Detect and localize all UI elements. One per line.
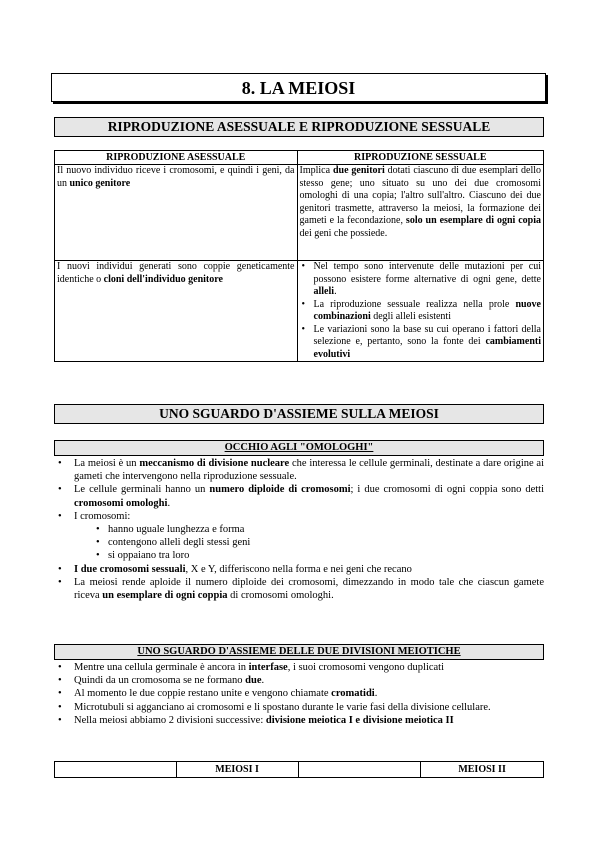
- comparison-table: [54, 150, 544, 362]
- list-item: • Mentre una cellula germinale è ancora in interfase, i suoi cromosomi vengono duplicati: [54, 661, 544, 674]
- header-asessuale: RIPRODUZIONE ASESSUALE: [55, 151, 298, 165]
- cell-asessuale-2: I nuovi individui generati sono coppie geneticamente identiche o cloni dell'individuo genitore: [55, 261, 298, 362]
- divisioni-list-block: [54, 661, 544, 727]
- divisioni-bullet-list: [54, 661, 544, 727]
- cell-sessuale-2: [297, 261, 544, 362]
- table-row: [55, 261, 544, 362]
- sublist-item: • hanno uguale lunghezza e forma: [94, 523, 544, 536]
- meiosi-header-empty: [55, 762, 177, 778]
- subtitle-divisioni-meiotiche: UNO SGUARDO D'ASSIEME DELLE DUE DIVISIONI MEIOTICHE: [54, 644, 544, 660]
- cell-asessuale-1: Il nuovo individuo riceve i cromosomi, e quindi i geni, da un unico genitore: [55, 165, 298, 261]
- list-item: • La meiosi rende aploide il numero diploide dei cromosomi, dimezzando in modo tale che ciascun gamete riceva un esemplare di ogni coppia di cromosomi omologhi.: [54, 576, 544, 602]
- section-title-riproduzione: RIPRODUZIONE ASESSUALE E RIPRODUZIONE SESSUALE: [54, 117, 544, 137]
- meiosi-header-2: MEIOSI II: [421, 762, 544, 778]
- list-item: • Le variazioni sono la base su cui operano i fattori della selezione e, pertanto, sono la fonte dei cambiamenti evolutivi: [298, 324, 544, 362]
- list-item: • Al momento le due coppie restano unite e vengono chiamate cromatidi.: [54, 687, 544, 700]
- meiosi-header-1: MEIOSI I: [176, 762, 298, 778]
- cell-sessuale-1: Implica due genitori dotati ciascuno di due esemplari dello stesso gene; uno situato su uno dei due cromosomi omologhi di una copia; l'altro sull'altro. Ciascuno dei due genitori trasmette, attraverso la meiosi, la formazione dei gameti e la fecondazione, solo un esemplare di ogni copia dei geni che possiede.: [297, 165, 544, 261]
- sublist-item: • si oppaiano tra loro: [94, 549, 544, 562]
- list-item: • Microtubuli si agganciano ai cromosomi e li spostano durante le varie fasi della divisione cellulare.: [54, 701, 544, 714]
- table-row: [55, 165, 544, 261]
- list-item: • Nel tempo sono intervenute delle mutazioni per cui possono esistere forme alternative di ogni gene, dette alleli.: [298, 261, 544, 299]
- table-header-row: [55, 762, 544, 778]
- list-item: • Quindi da un cromosoma se ne formano due.: [54, 674, 544, 687]
- meiosi-header-empty: [298, 762, 421, 778]
- sublist-item: • contengono alleli degli stessi geni: [94, 536, 544, 549]
- list-item: • Nella meiosi abbiamo 2 divisioni successive: divisione meiotica I e divisione meiotica II: [54, 714, 544, 727]
- list-item: • La riproduzione sessuale realizza nella prole nuove combinazioni degli alleli esistenti: [298, 299, 544, 324]
- list-item-text: I cromosomi:: [74, 510, 131, 522]
- list-item: • I due cromosomi sessuali, X e Y, differiscono nella forma e nei geni che recano: [54, 563, 544, 576]
- header-sessuale: RIPRODUZIONE SESSUALE: [297, 151, 544, 165]
- meiosi-table: [54, 761, 544, 778]
- omologhi-bullet-list: [54, 457, 544, 602]
- section-title-sguardo-meiosi: UNO SGUARDO D'ASSIEME SULLA MEIOSI: [54, 404, 544, 424]
- page-title: 8. LA MEIOSI: [51, 73, 546, 102]
- list-item: • Le cellule germinali hanno un numero diploide di cromosomi; i due cromosomi di ogni coppia sono detti cromosomi omologhi.: [54, 483, 544, 509]
- table-header-row: [55, 151, 544, 165]
- sessuale-bullet-list: [298, 261, 544, 361]
- list-item: [54, 510, 544, 563]
- omologhi-list-block: [54, 457, 544, 602]
- subtitle-omologhi: OCCHIO AGLI "OMOLOGHI": [54, 440, 544, 456]
- cromosomi-sublist: [94, 523, 544, 563]
- list-item: • La meiosi è un meccanismo di divisione nucleare che interessa le cellule germinali, destinate a dare origine ai gameti che intervengono nella riproduzione sessuale.: [54, 457, 544, 483]
